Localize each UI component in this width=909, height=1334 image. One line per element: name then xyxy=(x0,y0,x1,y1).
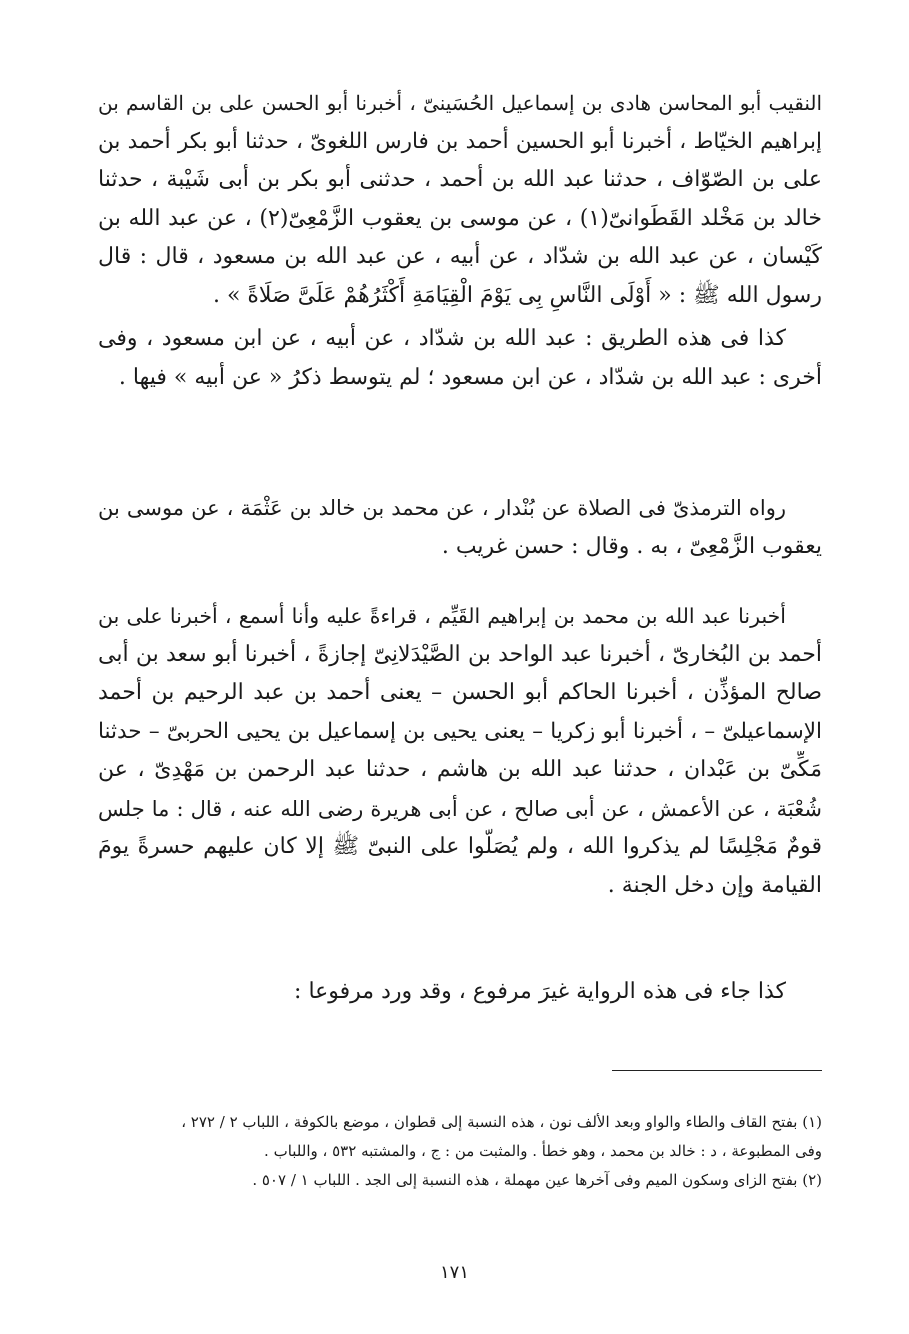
text-line: رواه الترمذىّ فى الصلاة عن بُنْدار ، عن محمد بن خالد بن عَثْمَة ، عن موسى بن xyxy=(98,496,786,520)
text-line: النقيب أبو المحاسن هادى بن إسماعيل الحُسَينىّ ، أخبرنا أبو الحسن على بن القاسم بن xyxy=(98,91,822,115)
text-line: أحمد بن البُخارىّ ، أخبرنا عبد الواحد بن الصَّيْدَلانِىّ إجازةً ، أخبرنا أبو سعد بن أبى xyxy=(98,641,822,667)
text-line: كَيْسان ، عن عبد الله بن شدّاد ، عن أبيه ، عن عبد الله بن مسعود ، قال : قال xyxy=(98,244,822,269)
paragraph-tirmidhi xyxy=(98,489,822,566)
text-line: كذا جاء فى هذه الرواية غيرَ مرفوع ، وقد ورد مرفوعا : xyxy=(294,979,786,1004)
text-line: القيامة وإن دخل الجنة . xyxy=(607,872,822,898)
text-line: الإسماعيلىّ – ، أخبرنا أبو زكريا – يعنى يحيى بن إسماعيل بن يحيى الحربىّ – حدثنا xyxy=(98,718,822,744)
text-line: على بن الصّوّاف ، حدثنا عبد الله بن أحمد ، حدثنى أبو بكر بن أبى شَيْبة ، حدثنا xyxy=(98,167,822,192)
footnote-line: (١) بفتح القاف والطاء والواو وبعد الألف نون ، هذه النسبة إلى قطوان ، موضع بالكوفة ، اللباب ٢ / ٢٧٢ ، xyxy=(181,1113,822,1131)
footnote-line: وفى المطبوعة ، د : خالد بن محمد ، وهو خطأ . والمثبت من : ج ، والمشتبه ٥٣٢ ، واللباب . xyxy=(264,1142,822,1160)
paragraph-commentary-2 xyxy=(98,973,822,1012)
paragraph-isnad-2 xyxy=(98,597,822,905)
text-line: أخرى : عبد الله بن شدّاد ، عن ابن مسعود ؛ لم يتوسط ذكرُ « عن أبيه » فيها . xyxy=(118,364,822,390)
text-line: خالد بن مَخْلد القَطَوانىّ(١) ، عن موسى بن يعقوب الزَّمْعِىّ(٢) ، عن عبد الله بن xyxy=(98,205,822,231)
text-line: يعقوب الزَّمْعِىّ ، به . وقال : حسن غريب . xyxy=(441,533,822,559)
footnote-line: (٢) بفتح الزاى وسكون الميم وفى آخرها عين مهملة ، هذه النسبة إلى الجد . اللباب ١ / ٥٠٧ . xyxy=(252,1171,822,1189)
page-number: ١٧١ xyxy=(439,1262,469,1283)
paragraph-isnad-1 xyxy=(98,84,822,315)
paragraph-commentary-1 xyxy=(98,320,822,397)
text-line: أخبرنا عبد الله بن محمد بن إبراهيم القَيِّم ، قراءةً عليه وأنا أسمع ، أخبرنا على بن xyxy=(98,604,786,628)
text-line: إبراهيم الخيّاط ، أخبرنا أبو الحسين أحمد بن فارس اللغوىّ ، حدثنا أبو بكر أحمد بن xyxy=(98,128,822,154)
text-line: شُعْبَة ، عن الأعمش ، عن أبى صالح ، عن أبى هريرة رضى الله عنه ، قال : ما جلس xyxy=(98,796,822,821)
text-line: قومٌ مَجْلِسًا لم يذكروا الله ، ولم يُصَلّوا على النبىّ ﷺ إلا كان عليهم حسرةً يومَ xyxy=(98,834,822,859)
text-line: رسول الله ﷺ : « أَوْلَى النَّاسِ بِى يَوْمَ الْقِيَامَةِ أَكْثَرُهُمْ عَلَىَّ صَلَاةً » . xyxy=(212,282,822,308)
text-line: صالح المؤذِّن ، أخبرنا الحاكم أبو الحسن – يعنى أحمد بن عبد الرحيم بن أحمد xyxy=(98,680,822,705)
text-line: كذا فى هذه الطريق : عبد الله بن شدّاد ، عن أبيه ، عن ابن مسعود ، وفى xyxy=(98,326,786,351)
footnotes xyxy=(98,1108,822,1195)
footnote-divider xyxy=(612,1070,822,1071)
text-line: مَكِّىّ بن عَبْدان ، حدثنا عبد الله بن هاشم ، حدثنا عبد الرحمن بن مَهْدِىّ ، عن xyxy=(98,757,822,782)
